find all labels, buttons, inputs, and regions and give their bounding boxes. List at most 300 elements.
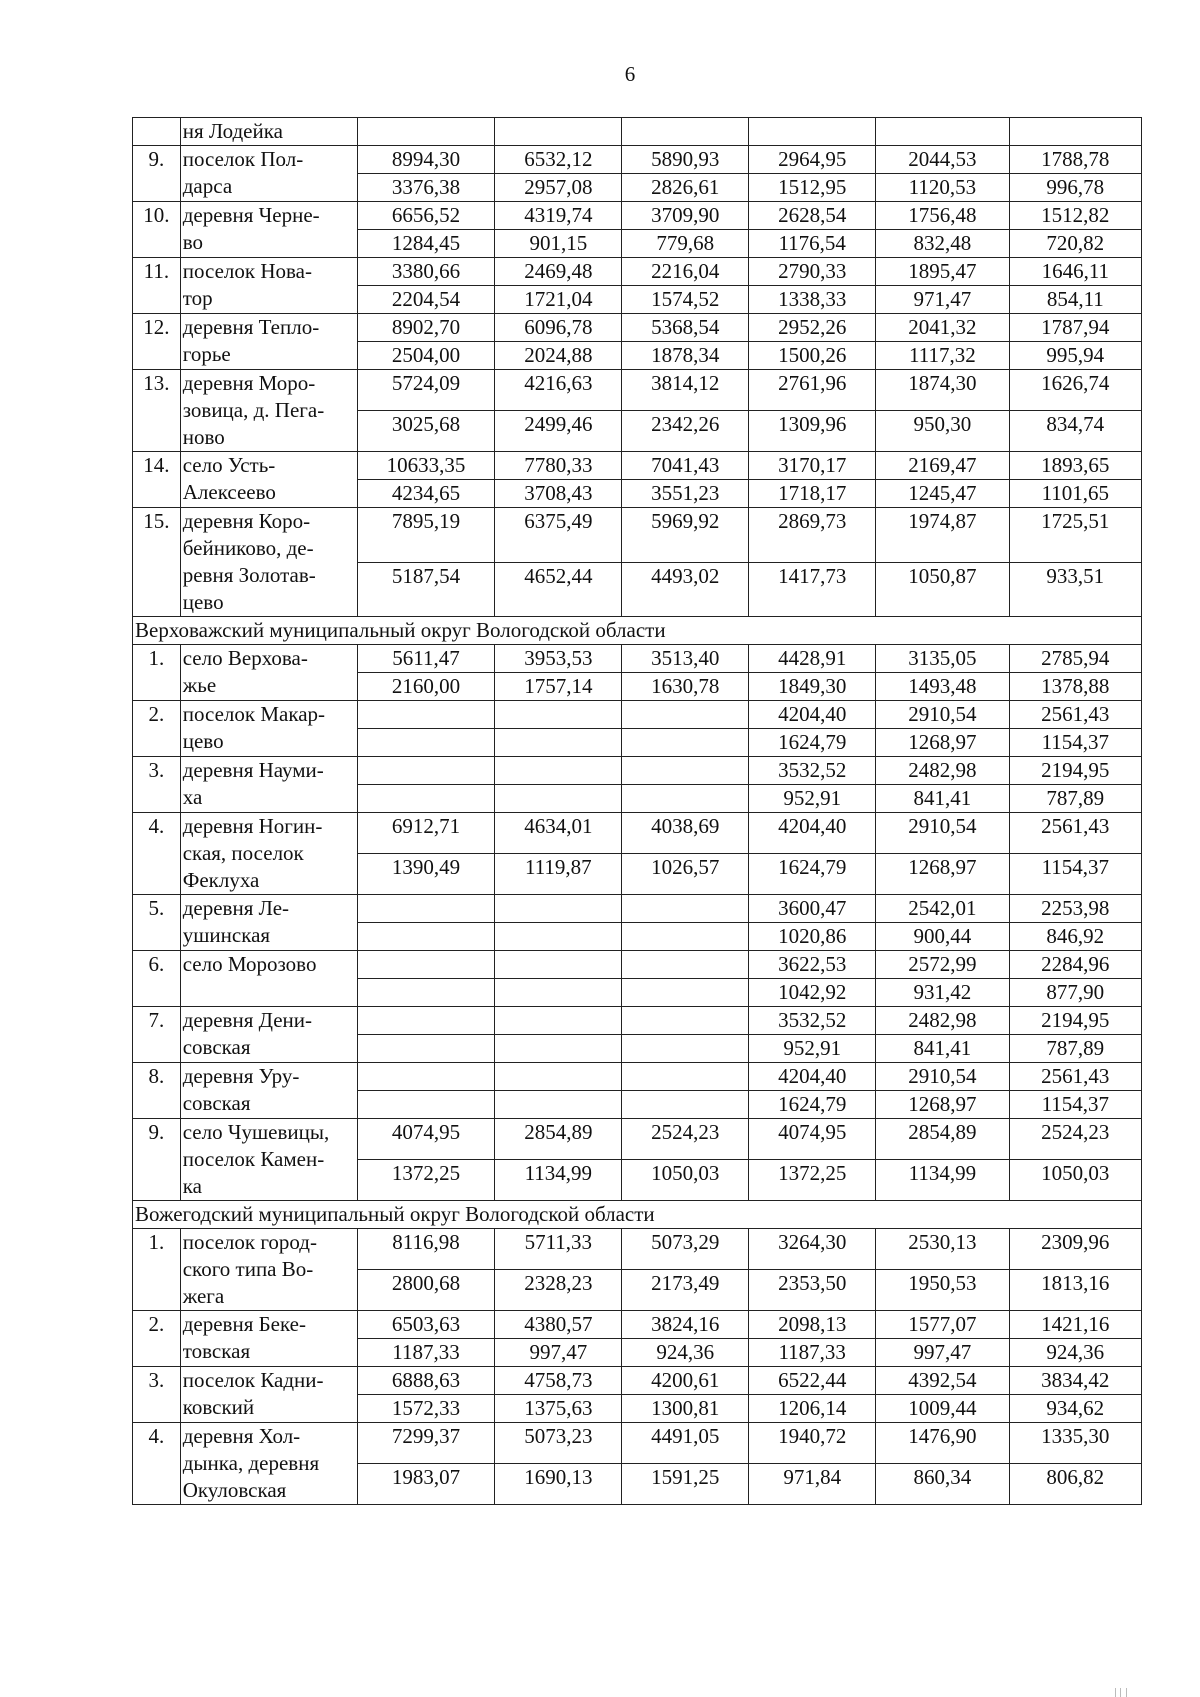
value-cell: [622, 895, 749, 923]
value-cell: 1268,97: [876, 1091, 1009, 1119]
value-cell: [622, 1035, 749, 1063]
value-cell: 6522,44: [749, 1367, 876, 1395]
value-cell: 1119,87: [495, 854, 622, 895]
value-cell: [1009, 118, 1141, 146]
page-number: 6: [624, 62, 636, 86]
value-cell: 924,36: [622, 1339, 749, 1367]
value-cell: 1026,57: [622, 854, 749, 895]
value-cell: 1787,94: [1009, 314, 1141, 342]
tariff-table: [132, 117, 1142, 1505]
value-cell: 1338,33: [749, 286, 876, 314]
value-cell: 1372,25: [357, 1160, 495, 1201]
settlement-name: деревня Ле- ушинская: [180, 895, 357, 951]
row-number: 10.: [133, 202, 181, 258]
value-cell: 6532,12: [495, 146, 622, 174]
value-cell: 1335,30: [1009, 1423, 1141, 1464]
value-cell: 1721,04: [495, 286, 622, 314]
value-cell: 8116,98: [357, 1229, 495, 1270]
value-cell: 2041,32: [876, 314, 1009, 342]
value-cell: 4380,57: [495, 1311, 622, 1339]
scan-artifact: [1120, 1688, 1121, 1697]
value-cell: 7041,43: [622, 452, 749, 480]
value-cell: 2469,48: [495, 258, 622, 286]
settlement-name: поселок Кадни- ковский: [180, 1367, 357, 1423]
value-cell: [495, 1035, 622, 1063]
value-cell: 1849,30: [749, 673, 876, 701]
table-row: [133, 314, 1142, 342]
row-number: 5.: [133, 895, 181, 951]
settlement-name: поселок город- ского типа Во- жега: [180, 1229, 357, 1311]
settlement-name: поселок Макар- цево: [180, 701, 357, 757]
settlement-name: поселок Пол- дарса: [180, 146, 357, 202]
value-cell: 1756,48: [876, 202, 1009, 230]
value-cell: 1630,78: [622, 673, 749, 701]
row-number: 15.: [133, 508, 181, 617]
value-cell: [495, 1091, 622, 1119]
value-cell: 5711,33: [495, 1229, 622, 1270]
value-cell: 4038,69: [622, 813, 749, 854]
value-cell: 1154,37: [1009, 729, 1141, 757]
value-cell: 901,15: [495, 230, 622, 258]
value-cell: 2561,43: [1009, 813, 1141, 854]
value-cell: [495, 118, 622, 146]
value-cell: 5073,29: [622, 1229, 749, 1270]
value-cell: 720,82: [1009, 230, 1141, 258]
value-cell: 1134,99: [495, 1160, 622, 1201]
value-cell: [357, 118, 495, 146]
value-cell: 924,36: [1009, 1339, 1141, 1367]
value-cell: 2328,23: [495, 1270, 622, 1311]
value-cell: 2530,13: [876, 1229, 1009, 1270]
settlement-name: село Чушевицы, поселок Камен- ка: [180, 1119, 357, 1201]
settlement-name: деревня Черне- во: [180, 202, 357, 258]
value-cell: 1757,14: [495, 673, 622, 701]
value-cell: 1788,78: [1009, 146, 1141, 174]
value-cell: 2024,88: [495, 342, 622, 370]
value-cell: 2800,68: [357, 1270, 495, 1311]
row-number: 2.: [133, 1311, 181, 1367]
value-cell: [357, 895, 495, 923]
value-cell: 2309,96: [1009, 1229, 1141, 1270]
settlement-name: деревня Ногин- ская, поселок Феклуха: [180, 813, 357, 895]
value-cell: 6096,78: [495, 314, 622, 342]
value-cell: 931,42: [876, 979, 1009, 1007]
value-cell: 2160,00: [357, 673, 495, 701]
value-cell: [495, 1063, 622, 1091]
scan-artifact: [1126, 1688, 1127, 1697]
value-cell: 1591,25: [622, 1464, 749, 1505]
value-cell: 995,94: [1009, 342, 1141, 370]
value-cell: 2854,89: [876, 1119, 1009, 1160]
value-cell: 1940,72: [749, 1423, 876, 1464]
value-cell: 1500,26: [749, 342, 876, 370]
value-cell: [622, 118, 749, 146]
value-cell: 3709,90: [622, 202, 749, 230]
value-cell: 5724,09: [357, 370, 495, 411]
value-cell: 933,51: [1009, 562, 1141, 617]
table-row: [133, 118, 1142, 146]
value-cell: 2561,43: [1009, 1063, 1141, 1091]
value-cell: 1983,07: [357, 1464, 495, 1505]
value-cell: [749, 118, 876, 146]
table-row: [133, 1007, 1142, 1035]
settlement-name: деревня Коро- бейниково, де- ревня Золотав- цево: [180, 508, 357, 617]
value-cell: 2964,95: [749, 146, 876, 174]
section-row: [133, 1201, 1142, 1229]
row-number: 3.: [133, 757, 181, 813]
value-cell: 8994,30: [357, 146, 495, 174]
value-cell: 3708,43: [495, 480, 622, 508]
value-cell: [357, 729, 495, 757]
value-cell: 841,41: [876, 785, 1009, 813]
value-cell: [357, 785, 495, 813]
value-cell: 1117,32: [876, 342, 1009, 370]
value-cell: 2194,95: [1009, 1007, 1141, 1035]
table-row: [133, 951, 1142, 979]
value-cell: 1042,92: [749, 979, 876, 1007]
settlement-name: деревня Уру- совская: [180, 1063, 357, 1119]
value-cell: [357, 1091, 495, 1119]
value-cell: 1813,16: [1009, 1270, 1141, 1311]
value-cell: 5890,93: [622, 146, 749, 174]
value-cell: 1284,45: [357, 230, 495, 258]
section-row: [133, 617, 1142, 645]
value-cell: 1009,44: [876, 1395, 1009, 1423]
value-cell: 1390,49: [357, 854, 495, 895]
value-cell: 854,11: [1009, 286, 1141, 314]
row-number: 4.: [133, 1423, 181, 1505]
value-cell: 832,48: [876, 230, 1009, 258]
value-cell: 5073,23: [495, 1423, 622, 1464]
value-cell: 1624,79: [749, 854, 876, 895]
value-cell: 787,89: [1009, 785, 1141, 813]
value-cell: 2482,98: [876, 757, 1009, 785]
value-cell: 4319,74: [495, 202, 622, 230]
value-cell: [495, 785, 622, 813]
value-cell: 1300,81: [622, 1395, 749, 1423]
value-cell: 6912,71: [357, 813, 495, 854]
row-number: 7.: [133, 1007, 181, 1063]
value-cell: 3380,66: [357, 258, 495, 286]
value-cell: 841,41: [876, 1035, 1009, 1063]
value-cell: 2826,61: [622, 174, 749, 202]
value-cell: [357, 979, 495, 1007]
value-cell: [357, 1007, 495, 1035]
value-cell: [622, 951, 749, 979]
value-cell: 6503,63: [357, 1311, 495, 1339]
value-cell: 846,92: [1009, 923, 1141, 951]
value-cell: [495, 923, 622, 951]
row-number: 9.: [133, 146, 181, 202]
value-cell: [495, 951, 622, 979]
value-cell: 1309,96: [749, 411, 876, 452]
value-cell: 834,74: [1009, 411, 1141, 452]
value-cell: 2524,23: [622, 1119, 749, 1160]
value-cell: 2204,54: [357, 286, 495, 314]
value-cell: 1134,99: [876, 1160, 1009, 1201]
value-cell: 2572,99: [876, 951, 1009, 979]
row-number: 1.: [133, 645, 181, 701]
table-row: [133, 370, 1142, 411]
value-cell: 3824,16: [622, 1311, 749, 1339]
value-cell: 2482,98: [876, 1007, 1009, 1035]
value-cell: 806,82: [1009, 1464, 1141, 1505]
value-cell: [622, 979, 749, 1007]
table-row: [133, 1311, 1142, 1339]
value-cell: 900,44: [876, 923, 1009, 951]
row-number: 6.: [133, 951, 181, 1007]
value-cell: 3264,30: [749, 1229, 876, 1270]
value-cell: 996,78: [1009, 174, 1141, 202]
value-cell: 2194,95: [1009, 757, 1141, 785]
value-cell: 2910,54: [876, 813, 1009, 854]
row-number: 11.: [133, 258, 181, 314]
value-cell: 2342,26: [622, 411, 749, 452]
value-cell: 4234,65: [357, 480, 495, 508]
value-cell: 5187,54: [357, 562, 495, 617]
value-cell: 877,90: [1009, 979, 1141, 1007]
value-cell: 4634,01: [495, 813, 622, 854]
value-cell: 952,91: [749, 785, 876, 813]
table-row: [133, 146, 1142, 174]
value-cell: 4200,61: [622, 1367, 749, 1395]
value-cell: [357, 701, 495, 729]
value-cell: 2524,23: [1009, 1119, 1141, 1160]
settlement-name: село Морозово: [180, 951, 357, 1007]
value-cell: 1176,54: [749, 230, 876, 258]
settlement-name: деревня Тепло- горье: [180, 314, 357, 370]
value-cell: 6375,49: [495, 508, 622, 563]
value-cell: [357, 757, 495, 785]
value-cell: [357, 951, 495, 979]
table-row: [133, 1063, 1142, 1091]
value-cell: 2910,54: [876, 701, 1009, 729]
value-cell: 4392,54: [876, 1367, 1009, 1395]
value-cell: 2098,13: [749, 1311, 876, 1339]
row-number: 1.: [133, 1229, 181, 1311]
value-cell: 1268,97: [876, 729, 1009, 757]
value-cell: [622, 923, 749, 951]
value-cell: 1624,79: [749, 1091, 876, 1119]
value-cell: 4074,95: [749, 1119, 876, 1160]
value-cell: 1950,53: [876, 1270, 1009, 1311]
row-number: 14.: [133, 452, 181, 508]
value-cell: 1050,03: [622, 1160, 749, 1201]
value-cell: 3551,23: [622, 480, 749, 508]
row-number: 4.: [133, 813, 181, 895]
value-cell: 1421,16: [1009, 1311, 1141, 1339]
value-cell: 1878,34: [622, 342, 749, 370]
value-cell: 2869,73: [749, 508, 876, 563]
value-cell: 779,68: [622, 230, 749, 258]
value-cell: 3953,53: [495, 645, 622, 673]
value-cell: 1624,79: [749, 729, 876, 757]
table-row: [133, 202, 1142, 230]
value-cell: 1493,48: [876, 673, 1009, 701]
table-row: [133, 258, 1142, 286]
table-row: [133, 1119, 1142, 1160]
value-cell: 3025,68: [357, 411, 495, 452]
settlement-name: деревня Беке- товская: [180, 1311, 357, 1367]
value-cell: 2628,54: [749, 202, 876, 230]
value-cell: 1476,90: [876, 1423, 1009, 1464]
value-cell: [622, 785, 749, 813]
value-cell: 1187,33: [357, 1339, 495, 1367]
row-number: 8.: [133, 1063, 181, 1119]
value-cell: 2952,26: [749, 314, 876, 342]
table-row: [133, 1367, 1142, 1395]
value-cell: [495, 757, 622, 785]
value-cell: 3513,40: [622, 645, 749, 673]
settlement-name: деревня Дени- совская: [180, 1007, 357, 1063]
value-cell: 3135,05: [876, 645, 1009, 673]
value-cell: 6888,63: [357, 1367, 495, 1395]
value-cell: 1646,11: [1009, 258, 1141, 286]
value-cell: 4204,40: [749, 813, 876, 854]
value-cell: 2542,01: [876, 895, 1009, 923]
value-cell: 1572,33: [357, 1395, 495, 1423]
settlement-name: село Верхова- жье: [180, 645, 357, 701]
value-cell: 2499,46: [495, 411, 622, 452]
value-cell: [357, 1063, 495, 1091]
value-cell: 1512,82: [1009, 202, 1141, 230]
value-cell: 1187,33: [749, 1339, 876, 1367]
value-cell: 5969,92: [622, 508, 749, 563]
value-cell: 997,47: [876, 1339, 1009, 1367]
value-cell: 2044,53: [876, 146, 1009, 174]
value-cell: 2785,94: [1009, 645, 1141, 673]
value-cell: 997,47: [495, 1339, 622, 1367]
value-cell: 1120,53: [876, 174, 1009, 202]
row-number: [133, 118, 181, 146]
value-cell: [495, 979, 622, 1007]
value-cell: 1372,25: [749, 1160, 876, 1201]
value-cell: 1974,87: [876, 508, 1009, 563]
table-row: [133, 1229, 1142, 1270]
value-cell: 1725,51: [1009, 508, 1141, 563]
value-cell: [622, 1063, 749, 1091]
value-cell: 3600,47: [749, 895, 876, 923]
value-cell: 4491,05: [622, 1423, 749, 1464]
value-cell: 2353,50: [749, 1270, 876, 1311]
settlement-name: деревня Моро- зовица, д. Пега- ново: [180, 370, 357, 452]
value-cell: 1101,65: [1009, 480, 1141, 508]
value-cell: 1245,47: [876, 480, 1009, 508]
settlement-name: ня Лодейка: [180, 118, 357, 146]
value-cell: 5368,54: [622, 314, 749, 342]
value-cell: [622, 1091, 749, 1119]
value-cell: 3170,17: [749, 452, 876, 480]
value-cell: 6656,52: [357, 202, 495, 230]
value-cell: 1154,37: [1009, 1091, 1141, 1119]
value-cell: 1206,14: [749, 1395, 876, 1423]
value-cell: 2253,98: [1009, 895, 1141, 923]
value-cell: 1893,65: [1009, 452, 1141, 480]
value-cell: 4204,40: [749, 701, 876, 729]
value-cell: 3532,52: [749, 1007, 876, 1035]
value-cell: 4216,63: [495, 370, 622, 411]
value-cell: 2169,47: [876, 452, 1009, 480]
table-row: [133, 895, 1142, 923]
value-cell: 1874,30: [876, 370, 1009, 411]
value-cell: 1690,13: [495, 1464, 622, 1505]
row-number: 3.: [133, 1367, 181, 1423]
value-cell: 3532,52: [749, 757, 876, 785]
value-cell: 1375,63: [495, 1395, 622, 1423]
table-row: [133, 757, 1142, 785]
value-cell: [495, 701, 622, 729]
value-cell: 1154,37: [1009, 854, 1141, 895]
value-cell: 3814,12: [622, 370, 749, 411]
value-cell: 5611,47: [357, 645, 495, 673]
value-cell: 3622,53: [749, 951, 876, 979]
value-cell: 1895,47: [876, 258, 1009, 286]
value-cell: 2910,54: [876, 1063, 1009, 1091]
value-cell: 934,62: [1009, 1395, 1141, 1423]
value-cell: 860,34: [876, 1464, 1009, 1505]
settlement-name: поселок Нова- тор: [180, 258, 357, 314]
value-cell: 971,47: [876, 286, 1009, 314]
value-cell: 787,89: [1009, 1035, 1141, 1063]
value-cell: [495, 729, 622, 757]
row-number: 9.: [133, 1119, 181, 1201]
value-cell: [622, 1007, 749, 1035]
row-number: 12.: [133, 314, 181, 370]
value-cell: 950,30: [876, 411, 1009, 452]
value-cell: 4074,95: [357, 1119, 495, 1160]
value-cell: 1574,52: [622, 286, 749, 314]
table-row: [133, 701, 1142, 729]
table-row: [133, 508, 1142, 563]
value-cell: 8902,70: [357, 314, 495, 342]
value-cell: [357, 1035, 495, 1063]
section-heading: Вожегодский муниципальный округ Вологодской области: [133, 1201, 1142, 1229]
value-cell: 7299,37: [357, 1423, 495, 1464]
value-cell: 1268,97: [876, 854, 1009, 895]
value-cell: 4758,73: [495, 1367, 622, 1395]
value-cell: 1020,86: [749, 923, 876, 951]
row-number: 2.: [133, 701, 181, 757]
value-cell: 2504,00: [357, 342, 495, 370]
table-row: [133, 1423, 1142, 1464]
value-cell: 4493,02: [622, 562, 749, 617]
value-cell: 10633,35: [357, 452, 495, 480]
value-cell: 3376,38: [357, 174, 495, 202]
value-cell: 2790,33: [749, 258, 876, 286]
table-row: [133, 813, 1142, 854]
value-cell: 1050,87: [876, 562, 1009, 617]
value-cell: 2854,89: [495, 1119, 622, 1160]
value-cell: 952,91: [749, 1035, 876, 1063]
value-cell: 3834,42: [1009, 1367, 1141, 1395]
value-cell: 4652,44: [495, 562, 622, 617]
value-cell: 1718,17: [749, 480, 876, 508]
value-cell: 2957,08: [495, 174, 622, 202]
value-cell: [495, 1007, 622, 1035]
value-cell: 971,84: [749, 1464, 876, 1505]
value-cell: 1417,73: [749, 562, 876, 617]
section-heading: Верховажский муниципальный округ Вологодской области: [133, 617, 1142, 645]
scan-artifact: [1115, 1688, 1116, 1697]
value-cell: 7780,33: [495, 452, 622, 480]
table-row: [133, 645, 1142, 673]
value-cell: 4204,40: [749, 1063, 876, 1091]
value-cell: [622, 701, 749, 729]
settlement-name: село Усть- Алексеево: [180, 452, 357, 508]
value-cell: 2284,96: [1009, 951, 1141, 979]
value-cell: 1512,95: [749, 174, 876, 202]
value-cell: 1050,03: [1009, 1160, 1141, 1201]
